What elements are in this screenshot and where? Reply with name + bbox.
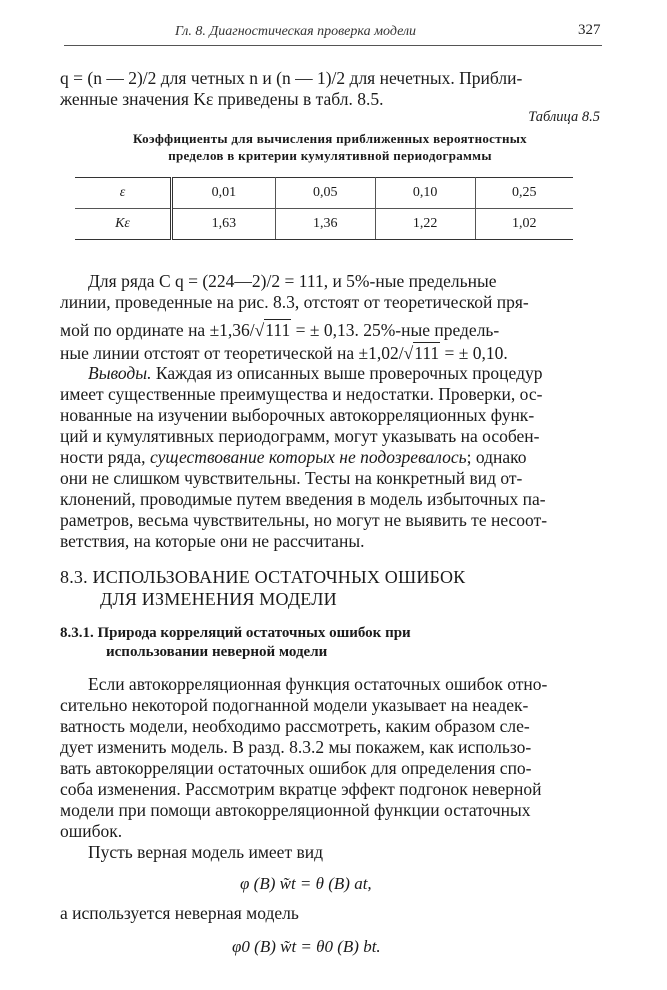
table-label: Таблица 8.5 (528, 109, 600, 125)
para1-line-4-a: ные линии отстоят от теоретической на ±1,02/ (60, 343, 404, 363)
table-row (75, 209, 573, 240)
sqrt-111: √111 (403, 343, 440, 363)
table-title-line-2: пределов в критерии кумулятивной периодограммы (168, 148, 492, 163)
table-cell: 1,63 (172, 209, 276, 240)
conclusions-line-5 (60, 447, 527, 467)
para2-line-7: модели при помощи автокорреляционной функции остаточных (60, 800, 531, 820)
intro-line-1: q = (n — 2)/2 для четных n и (n — 1)/2 для нечетных. Прибли- (60, 68, 523, 88)
radicand: 111 (414, 343, 440, 363)
section-heading-line-1: 8.3. ИСПОЛЬЗОВАНИЕ ОСТАТОЧНЫХ ОШИБОК (60, 567, 466, 587)
para2-line-4: дует изменить модель. В разд. 8.3.2 мы покажем, как использо- (60, 737, 532, 757)
radicand: 111 (265, 320, 291, 340)
table-cell: 0,10 (375, 178, 475, 209)
row-header-epsilon: ε (75, 178, 172, 209)
para1-line-3 (60, 320, 499, 340)
para3-line-1: Пусть верная модель имеет вид (88, 842, 324, 862)
conclusions-line-2: имеет существенные преимущества и недостатки. Проверки, ос- (60, 384, 543, 404)
para1-line-3-a: мой по ординате на ±1,36/ (60, 320, 255, 340)
subsection-title: Природа корреляций остаточных ошибок при (97, 625, 411, 641)
subsection-heading-line-1 (60, 625, 411, 642)
conclusions-line-5-b: ; однако (466, 447, 527, 467)
conclusions-line-4: ций и кумулятивных периодограмм, могут указывать на особен- (60, 426, 540, 446)
conclusions-line-9: ветствия, на которые они не рассчитаны. (60, 531, 365, 551)
para2-line-1: Если автокорреляционная функция остаточных ошибок отно- (88, 674, 548, 694)
conclusions-lead: Выводы. (88, 363, 152, 383)
para1-line-2: линии, проведенные на рис. 8.3, отстоят от теоретической пря- (60, 292, 529, 312)
conclusions-line-6: они не слишком чувствительны. Тесты на конкретный вид от- (60, 468, 523, 488)
table-cell: 1,22 (375, 209, 475, 240)
para2-line-3: ватность модели, необходимо рассмотреть, каким образом сле- (60, 716, 530, 736)
para1-line-3-b: = ± 0,13. 25%-ные предель- (291, 320, 500, 340)
conclusions-line-8: раметров, весьма чувствительны, но могут не выявить те несоот- (60, 510, 548, 530)
table-cell: 0,05 (275, 178, 375, 209)
section-heading-line-2: ДЛЯ ИЗМЕНЕНИЯ МОДЕЛИ (100, 589, 337, 609)
page-number: 327 (578, 22, 601, 38)
conclusions-line-1-text: Каждая из описанных выше проверочных процедур (151, 363, 543, 383)
para1-line-1: Для ряда C q = (224—2)/2 = 111, и 5%-ные предельные (88, 271, 497, 291)
table-cell: 0,25 (475, 178, 573, 209)
subsection-heading-line-2: использовании неверной модели (106, 644, 328, 660)
formula-true-model: φ (B) w̃t = θ (B) at, (240, 874, 372, 893)
conclusions-line-3: нованные на изучении выборочных автокорреляционных функ- (60, 405, 535, 425)
table-cell: 1,02 (475, 209, 573, 240)
running-title: Гл. 8. Диагностическая проверка модели (175, 24, 417, 39)
para2-line-2: сительно некоторой подогнанной модели указывает на неадек- (60, 695, 529, 715)
row-header-k-epsilon: Kε (75, 209, 172, 240)
coefficients-table (75, 177, 573, 240)
conclusions-line-1 (88, 363, 542, 383)
table-cell: 1,36 (275, 209, 375, 240)
subsection-number: 8.3.1. (60, 625, 94, 641)
table-title-line-1: Коэффициенты для вычисления приближенных вероятностных (133, 131, 527, 146)
para1-line-4 (60, 343, 508, 363)
conclusions-line-7: клонений, проводимые путем введения в модель избыточных па- (60, 489, 546, 509)
para2-line-5: вать автокорреляции остаточных ошибок для определения спо- (60, 758, 532, 778)
table-cell: 0,01 (172, 178, 276, 209)
table-row (75, 178, 573, 209)
conclusions-line-5-a: ности ряда, (60, 447, 150, 467)
para1-line-4-b: = ± 0,10. (440, 343, 508, 363)
header-rule (64, 45, 602, 46)
para2-line-6: соба изменения. Рассмотрим вкратце эффект подгонок неверной (60, 779, 542, 799)
conclusions-line-5-italic: существование которых не подозревалось (149, 447, 467, 467)
intro-line-2: женные значения Kε приведены в табл. 8.5. (60, 89, 384, 109)
formula-wrong-model: φ0 (B) w̃t = θ0 (B) bt. (232, 937, 381, 956)
sqrt-111: √111 (254, 320, 291, 340)
para2-line-8: ошибок. (60, 821, 123, 841)
para3-line-2: а используется неверная модель (60, 903, 299, 923)
